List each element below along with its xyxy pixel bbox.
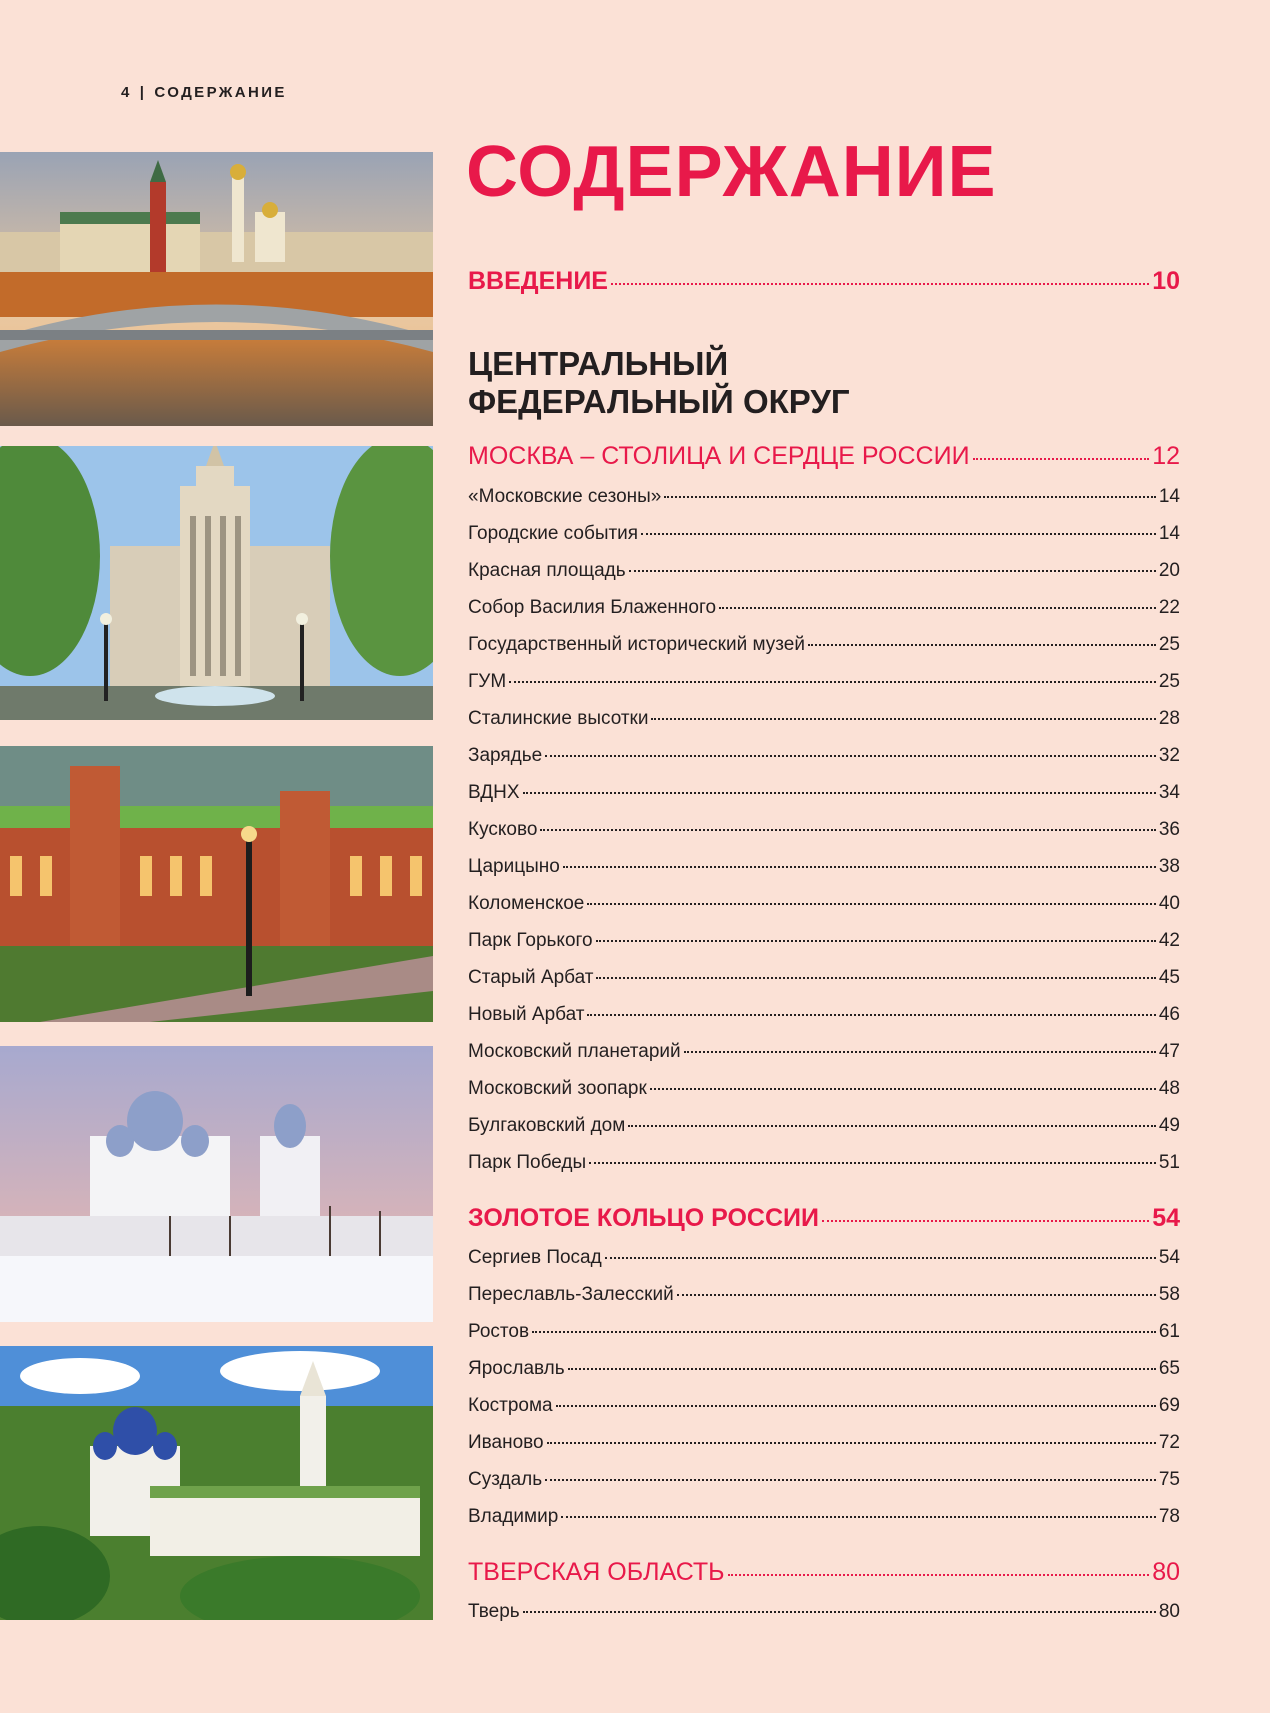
toc-page-number: 12 xyxy=(1152,442,1180,470)
toc-section-golden-ring[interactable] xyxy=(468,1204,1180,1233)
toc-item-label: Красная площадь xyxy=(468,560,626,581)
toc-item[interactable] xyxy=(468,1469,1180,1491)
toc-item[interactable] xyxy=(468,671,1180,693)
toc-page-number: 42 xyxy=(1158,930,1180,951)
leader-dots xyxy=(677,1294,1156,1296)
toc-item[interactable] xyxy=(468,893,1180,915)
toc-section-label: МОСКВА – СТОЛИЦА И СЕРДЦЕ РОССИИ xyxy=(468,442,970,470)
toc-item-label: Новый Арбат xyxy=(468,1004,585,1025)
running-head-divider: | xyxy=(139,84,147,101)
toc-page-number: 75 xyxy=(1158,1469,1180,1490)
toc-item[interactable] xyxy=(468,967,1180,989)
toc-item[interactable] xyxy=(468,708,1180,730)
toc-item[interactable] xyxy=(468,597,1180,619)
leader-dots xyxy=(547,1442,1156,1444)
leader-dots xyxy=(651,718,1155,720)
toc-item-label: Кострома xyxy=(468,1395,553,1416)
toc-page-number: 54 xyxy=(1152,1204,1180,1232)
toc-item[interactable] xyxy=(468,1004,1180,1026)
toc-page-number: 36 xyxy=(1158,819,1180,840)
leader-dots xyxy=(587,903,1155,905)
page-number: 4 xyxy=(121,84,132,101)
toc-item-label: Парк Горького xyxy=(468,930,593,951)
page-title: СОДЕРЖАНИЕ xyxy=(466,132,997,212)
leader-dots xyxy=(532,1331,1156,1333)
toc-item-label: Переславль-Залесский xyxy=(468,1284,674,1305)
toc-page-number: 58 xyxy=(1158,1284,1180,1305)
toc-page-number: 46 xyxy=(1158,1004,1180,1025)
toc-item[interactable] xyxy=(468,745,1180,767)
leader-dots xyxy=(641,533,1156,535)
toc-item[interactable] xyxy=(468,1506,1180,1528)
leader-dots xyxy=(563,866,1156,868)
leader-dots xyxy=(719,607,1156,609)
toc-item-label: Булгаковский дом xyxy=(468,1115,626,1136)
leader-dots xyxy=(540,829,1155,831)
toc-page-number: 14 xyxy=(1158,486,1180,507)
region-heading xyxy=(468,345,850,421)
toc-item[interactable] xyxy=(468,1152,1180,1174)
leader-dots xyxy=(628,1125,1156,1127)
leader-dots xyxy=(589,1162,1156,1164)
toc-item[interactable] xyxy=(468,560,1180,582)
toc-section-tver[interactable] xyxy=(468,1558,1180,1587)
toc-item[interactable] xyxy=(468,523,1180,545)
toc-item[interactable] xyxy=(468,1432,1180,1454)
toc-page-number: 65 xyxy=(1158,1358,1180,1379)
leader-dots xyxy=(523,1611,1156,1613)
toc-section-label: ЗОЛОТОЕ КОЛЬЦО РОССИИ xyxy=(468,1204,819,1232)
toc-page-number: 49 xyxy=(1158,1115,1180,1136)
toc-item-label: Собор Василия Блаженного xyxy=(468,597,717,618)
toc-page-number: 61 xyxy=(1158,1321,1180,1342)
toc-page-number: 34 xyxy=(1158,782,1180,803)
toc-item[interactable] xyxy=(468,1395,1180,1417)
toc-item-label: ВДНХ xyxy=(468,782,520,803)
toc-page-number: 25 xyxy=(1158,671,1180,692)
toc-item[interactable] xyxy=(468,782,1180,804)
toc-page-number: 45 xyxy=(1158,967,1180,988)
toc-item-label: Сталинские высотки xyxy=(468,708,649,729)
leader-dots xyxy=(650,1088,1156,1090)
kremlin-bridge-photo xyxy=(0,152,433,426)
toc-item-label: Московский зоопарк xyxy=(468,1078,647,1099)
leader-dots xyxy=(629,570,1156,572)
toc-item-label: Суздаль xyxy=(468,1469,543,1490)
toc-page-number: 80 xyxy=(1152,1558,1180,1586)
toc-item[interactable] xyxy=(468,634,1180,656)
leader-dots xyxy=(568,1368,1156,1370)
toc-item[interactable] xyxy=(468,1358,1180,1380)
toc-item-label: Старый Арбат xyxy=(468,967,594,988)
toc-item-label: ГУМ xyxy=(468,671,507,692)
toc-item-label: Владимир xyxy=(468,1506,559,1527)
leader-dots xyxy=(545,755,1156,757)
toc-page-number: 20 xyxy=(1158,560,1180,581)
leader-dots xyxy=(605,1257,1156,1259)
toc-item[interactable] xyxy=(468,819,1180,841)
toc-item-label: Тверь xyxy=(468,1601,520,1622)
toc-page-number: 78 xyxy=(1158,1506,1180,1527)
toc-item-label: Коломенское xyxy=(468,893,585,914)
toc-item-label: Государственный исторический музей xyxy=(468,634,805,655)
toc-section-label: ТВЕРСКАЯ ОБЛАСТЬ xyxy=(468,1558,725,1586)
toc-item-label: Ростов xyxy=(468,1321,530,1342)
leader-dots xyxy=(808,644,1156,646)
toc-item-label: Московский планетарий xyxy=(468,1041,681,1062)
leader-dots xyxy=(611,283,1149,285)
toc-page-number: 69 xyxy=(1158,1395,1180,1416)
toc-item[interactable] xyxy=(468,1601,1180,1623)
toc-item-label: Сергиев Посад xyxy=(468,1247,602,1268)
toc-item-label: Городские события xyxy=(468,523,639,544)
leader-dots xyxy=(973,458,1150,460)
toc-item[interactable] xyxy=(468,1041,1180,1063)
region-heading-line1: ЦЕНТРАЛЬНЫЙ xyxy=(468,345,729,382)
toc-item[interactable] xyxy=(468,1284,1180,1306)
toc-page-number: 25 xyxy=(1158,634,1180,655)
toc-item-label: Иваново xyxy=(468,1432,544,1453)
toc-item[interactable] xyxy=(468,1321,1180,1343)
region-heading-line2: ФЕДЕРАЛЬНЫЙ ОКРУГ xyxy=(468,383,850,420)
leader-dots xyxy=(556,1405,1156,1407)
toc-page-number: 32 xyxy=(1158,745,1180,766)
toc-item[interactable] xyxy=(468,1115,1180,1137)
toc-page-number: 80 xyxy=(1158,1601,1180,1622)
toc-item[interactable] xyxy=(468,1078,1180,1100)
toc-section-moscow[interactable] xyxy=(468,442,1180,471)
leader-dots xyxy=(587,1014,1155,1016)
leader-dots xyxy=(684,1051,1156,1053)
toc-section-intro[interactable] xyxy=(468,267,1180,296)
leader-dots xyxy=(822,1220,1149,1222)
running-head xyxy=(121,84,287,101)
toc-item[interactable] xyxy=(468,930,1180,952)
toc-item-label: Царицыно xyxy=(468,856,560,877)
toc-page-number: 28 xyxy=(1158,708,1180,729)
toc-page-number: 72 xyxy=(1158,1432,1180,1453)
toc-item-label: «Московские сезоны» xyxy=(468,486,662,507)
toc-page-number: 10 xyxy=(1152,267,1180,295)
running-head-section: СОДЕРЖАНИЕ xyxy=(154,84,287,101)
leader-dots xyxy=(596,940,1156,942)
toc-item[interactable] xyxy=(468,856,1180,878)
toc-page-number: 22 xyxy=(1158,597,1180,618)
suzdal-kremlin-photo xyxy=(0,1346,433,1620)
monastery-winter-photo xyxy=(0,1046,433,1322)
toc-page-number: 48 xyxy=(1158,1078,1180,1099)
leader-dots xyxy=(664,496,1156,498)
leader-dots xyxy=(561,1516,1156,1518)
toc-section-label: ВВЕДЕНИЕ xyxy=(468,267,608,295)
toc-page-number: 54 xyxy=(1158,1247,1180,1268)
toc-page-number: 14 xyxy=(1158,523,1180,544)
toc-page-number: 51 xyxy=(1158,1152,1180,1173)
stalin-highrise-photo xyxy=(0,446,433,720)
toc-item-label: Зарядье xyxy=(468,745,543,766)
leader-dots xyxy=(523,792,1156,794)
toc-page-number: 47 xyxy=(1158,1041,1180,1062)
toc-item[interactable] xyxy=(468,1247,1180,1269)
toc-item[interactable] xyxy=(468,486,1180,508)
toc-item-label: Парк Победы xyxy=(468,1152,587,1173)
toc-item-label: Кусково xyxy=(468,819,538,840)
toc-item-label: Ярославль xyxy=(468,1358,565,1379)
leader-dots xyxy=(545,1479,1156,1481)
leader-dots xyxy=(596,977,1155,979)
toc-page-number: 38 xyxy=(1158,856,1180,877)
leader-dots xyxy=(509,681,1156,683)
tsaritsyno-palace-photo xyxy=(0,746,433,1022)
leader-dots xyxy=(728,1574,1150,1576)
toc-page-number: 40 xyxy=(1158,893,1180,914)
